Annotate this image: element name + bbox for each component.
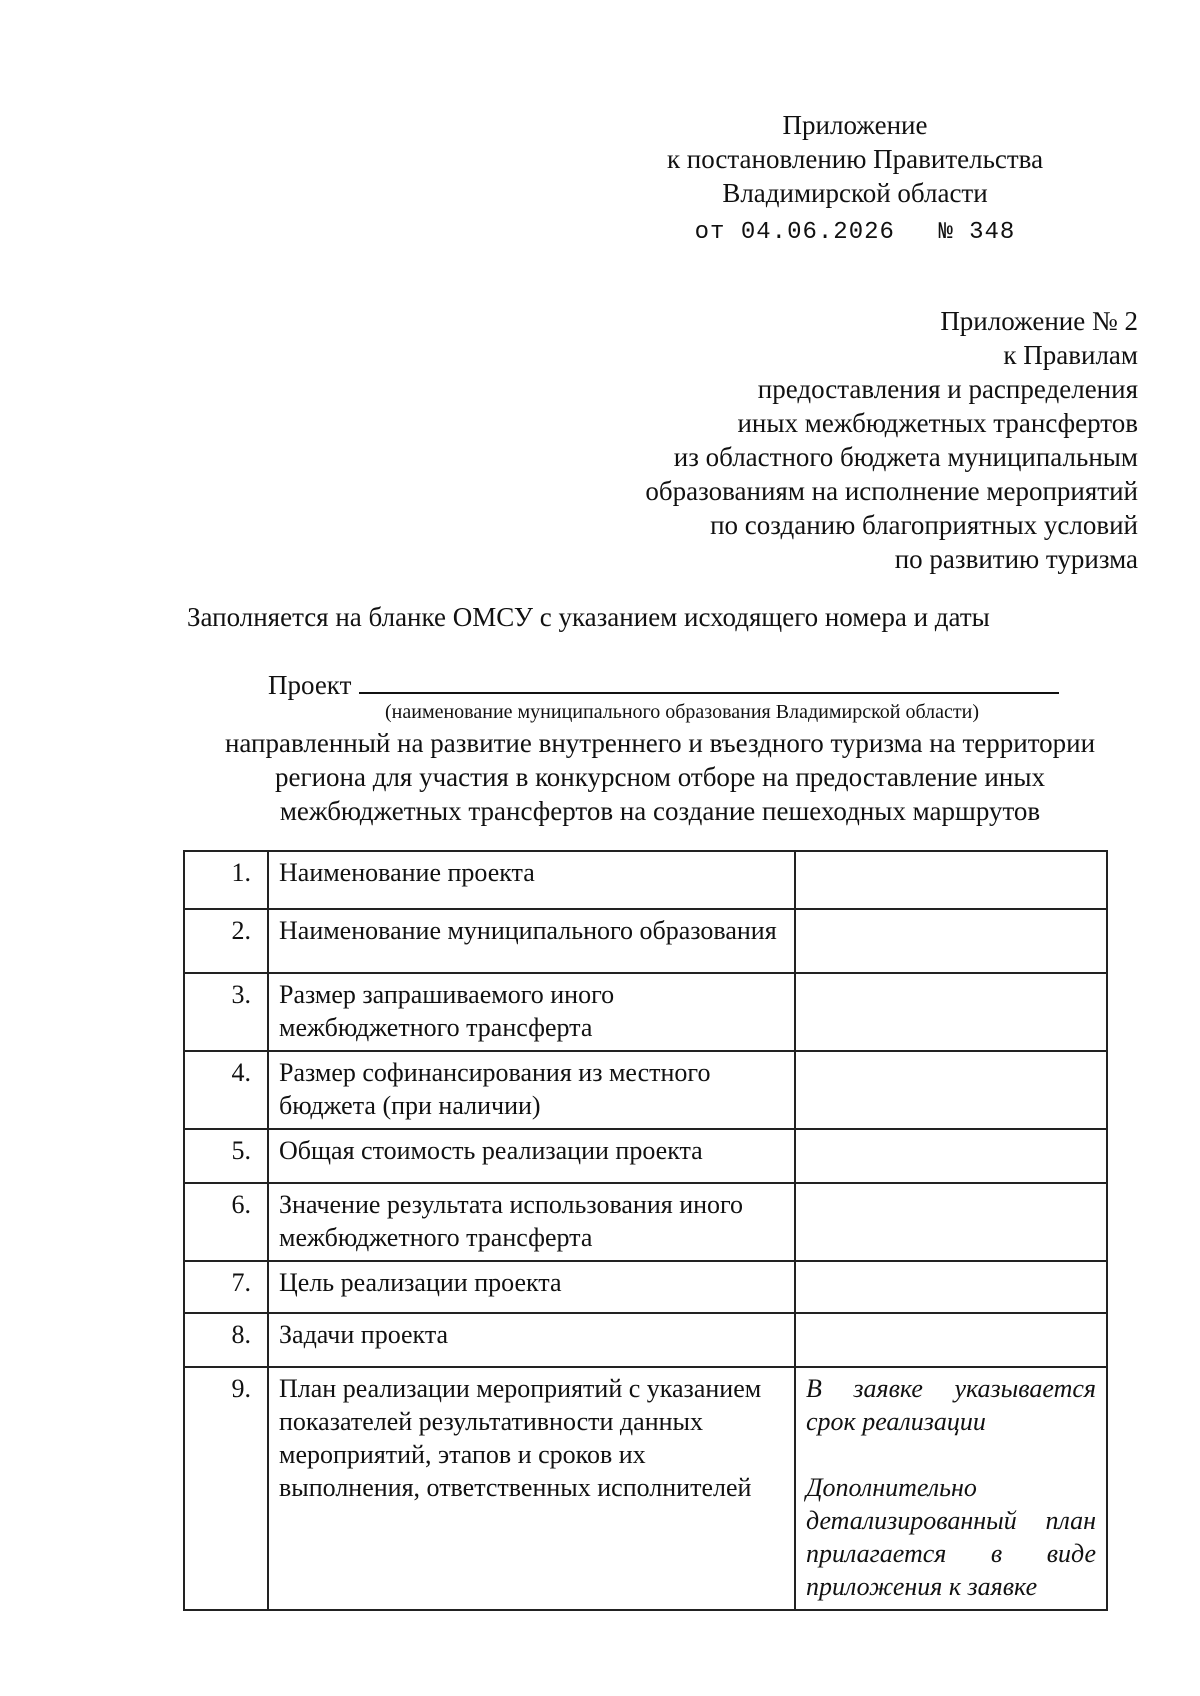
table-row [184,1261,1107,1313]
row-label: Цель реализации проекта [268,1261,795,1313]
annex-line: иных межбюджетных трансфертов [737,408,1138,438]
annex-line: Приложение № 2 [940,306,1138,336]
annex-header [578,304,1138,576]
row-value-cell[interactable] [795,1129,1107,1183]
project-description [190,726,1130,828]
row-number: 6. [184,1183,268,1261]
row-label: План реализации мероприятий с указанием показателей результативности данных мероприятий, этапов и сроков их выполнения, ответственных исполнителей [268,1367,795,1610]
number-prefix: № [938,219,954,246]
table-row [184,909,1107,973]
row-number: 8. [184,1313,268,1367]
stamp-line-1: Приложение [782,110,928,140]
row-label: Размер софинансирования из местного бюджета (при наличии) [268,1051,795,1129]
number-value: 348 [969,219,1016,246]
row-value-cell[interactable] [795,909,1107,973]
annex-line: к Правилам [1003,340,1138,370]
table-row [184,1129,1107,1183]
row-number: 2. [184,909,268,973]
resolution-stamp [640,108,1070,250]
stamp-date-line [640,216,1070,250]
row-value-note [795,1367,1107,1610]
table-row [184,973,1107,1051]
row-label: Наименование проекта [268,851,795,909]
row-number: 7. [184,1261,268,1313]
stamp-line-2: к постановлению Правительства [666,144,1044,174]
row-number: 3. [184,973,268,1051]
table-row [184,1313,1107,1367]
annex-line: по созданию благоприятных условий [710,510,1138,540]
table-row [184,1183,1107,1261]
row-number: 4. [184,1051,268,1129]
application-table [183,850,1108,1611]
row-number: 5. [184,1129,268,1183]
row-number: 1. [184,851,268,909]
annex-line: по развитию туризма [894,544,1138,574]
row-value-cell[interactable] [795,1183,1107,1261]
annex-line: образованиям на исполнение мероприятий [645,476,1138,506]
row-label: Значение результата использования иного межбюджетного трансферта [268,1183,795,1261]
table-row [184,851,1107,909]
row-value-cell[interactable] [795,851,1107,909]
row-value-cell[interactable] [795,973,1107,1051]
table-row [184,1367,1107,1610]
date-prefix: от [694,219,726,246]
row-label: Размер запрашиваемого иного межбюджетного трансферта [268,973,795,1051]
note-deadline: В заявке указывается срок реализации [806,1374,1096,1436]
stamp-line-3: Владимирской области [722,178,988,208]
note-detailed-plan: Дополнительно детализированный план прилагается в виде приложения к заявке [806,1473,1096,1601]
annex-line: из областного бюджета муниципальным [673,442,1138,472]
row-value-cell[interactable] [795,1313,1107,1367]
row-label: Наименование муниципального образования [268,909,795,973]
row-label: Общая стоимость реализации проекта [268,1129,795,1183]
project-title-line [268,666,1059,702]
fill-instruction: Заполняется на бланке ОМСУ с указанием исходящего номера и даты [187,602,990,632]
row-value-cell[interactable] [795,1261,1107,1313]
date-value: 04.06.2026 [740,219,895,246]
description-line: межбюджетных трансфертов на создание пешеходных маршрутов [279,796,1041,826]
description-line: региона для участия в конкурсном отборе на предоставление иных [275,762,1045,792]
blank-caption: (наименование муниципального образования Владимирской области) [385,701,979,723]
row-label: Задачи проекта [268,1313,795,1367]
description-line: направленный на развитие внутреннего и въездного туризма на территории [224,728,1096,758]
row-number: 9. [184,1367,268,1610]
table-row [184,1051,1107,1129]
row-value-cell[interactable] [795,1051,1107,1129]
municipality-name-blank[interactable] [359,666,1059,694]
annex-line: предоставления и распределения [757,374,1138,404]
project-label: Проект [268,670,352,700]
